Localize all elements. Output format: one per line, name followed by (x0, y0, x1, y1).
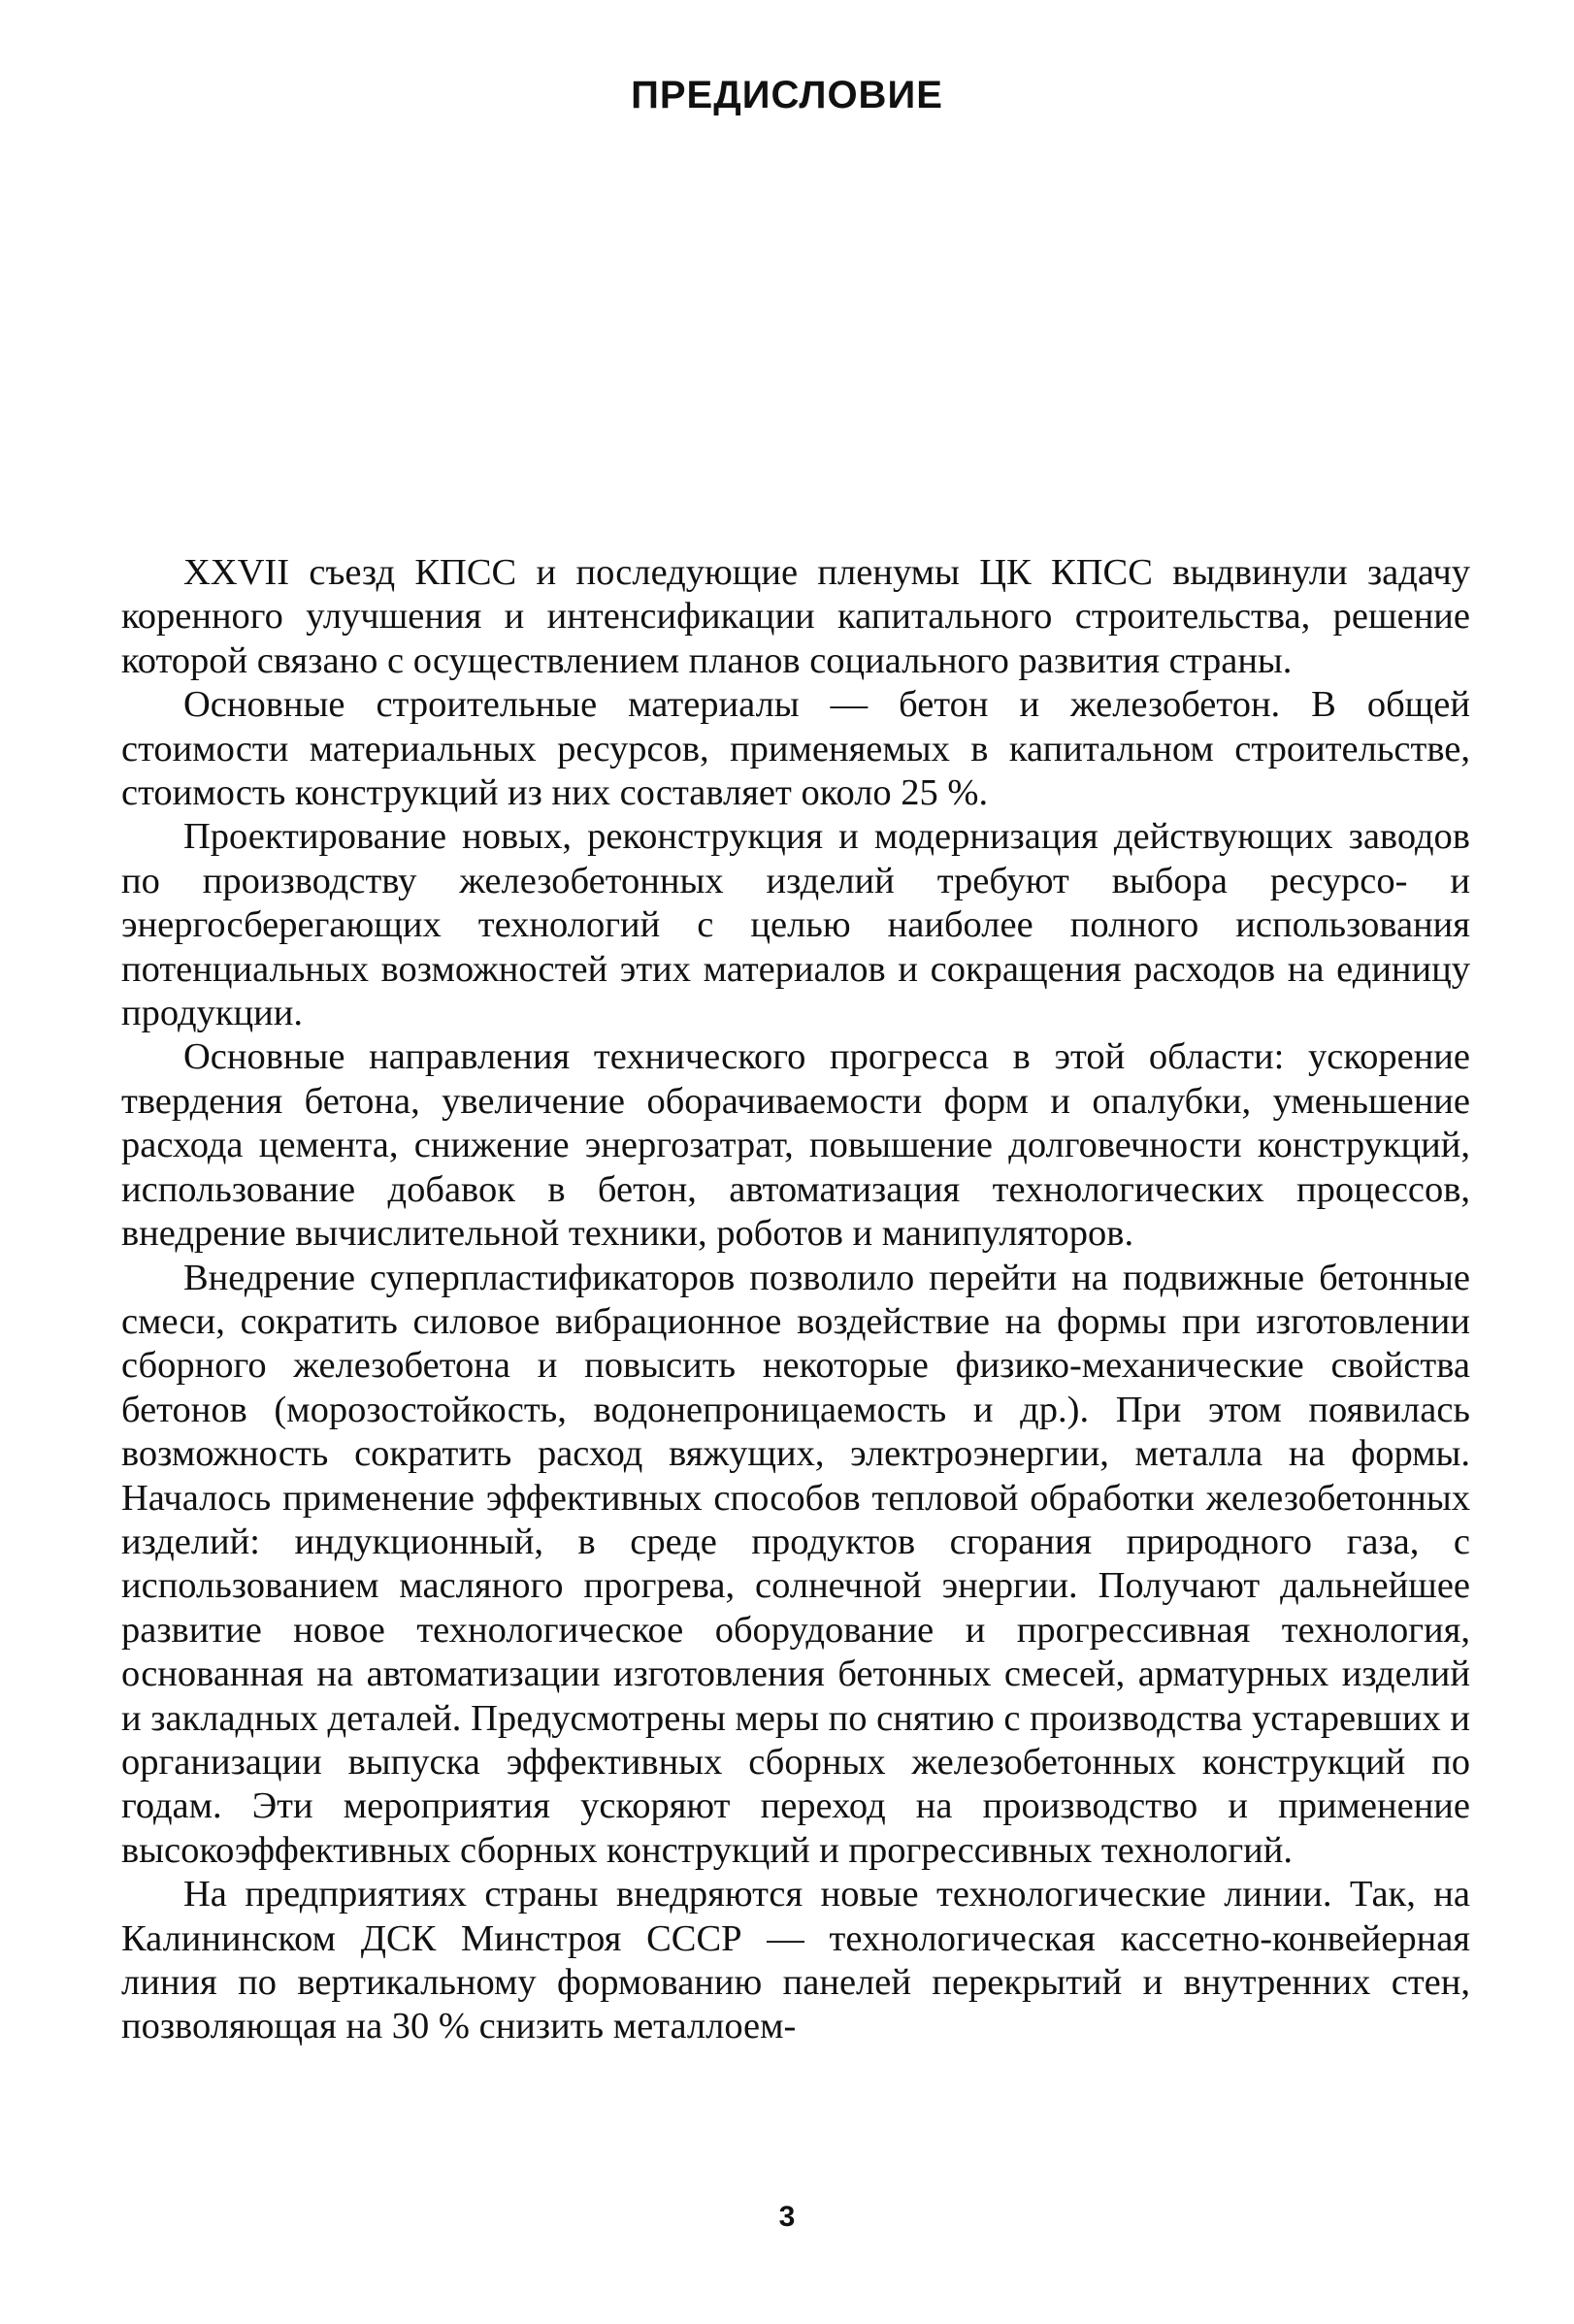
paragraph-1: XXVII съезд КПСС и последующие пленумы ЦК КПСС выдвинули задачу коренного улучшения и интенсификации капитального строительства, решение которой связано с осуществлением планов социального развития страны. (121, 552, 1470, 681)
paragraph-4: Основные направления технического прогресса в этой области: ускорение твердения бетона, увеличение оборачиваемости форм и опалубки, уменьшение расхода цемента, снижение энергозатрат, повышение долговечности конструкций, использование добавок в бетон, автоматизация технологических процессов, внедрение вычислительной техники, роботов и манипуляторов. (121, 1036, 1470, 1255)
paragraph-2: Основные строительные материалы — бетон и железобетон. В общей стоимости материальных ресурсов, применяемых в капитальном строительстве, стоимость конструкций из них составляет около 25 %. (121, 684, 1470, 814)
paragraph-6: На предприятиях страны внедряются новые технологические линии. Так, на Калининском ДСК Минстроя СССР — технологическая кассетно-конвейерная линия по вертикальному формованию панелей перекрытий и внутренних стен, позволяющая на 30 % снизить металлоем- (121, 1874, 1470, 2047)
paragraph-3: Проектирование новых, реконструкция и модернизация действующих заводов по производству железобетонных изделий требуют выбора ресурсо- и энергосберегающих технологий с целью наиболее полного использования потенциальных возможностей этих материалов и сокращения расходов на единицу продукции. (121, 816, 1470, 1034)
page-number: 3 (778, 2201, 796, 2233)
paragraph-5: Внедрение суперпластификаторов позволило перейти на подвижные бетонные смеси, сократить силовое вибрационное воздействие на формы при изготовлении сборного железобетона и повысить некоторые физико-механические свойства бетонов (морозостойкость, водонепроницаемость и др.). При этом появилась возможность сократить расход вяжущих, электроэнергии, металла на формы. Началось применение эффективных способов тепловой обработки железобетонных изделий: индукционный, в среде продуктов сгорания природного газа, с использованием масляного прогрева, солнечной энергии. Получают дальнейшее развитие новое технологическое оборудование и прогрессивная технология, основанная на автоматизации изготовления бетонных смесей, арматурных изделий и закладных деталей. Предусмотрены меры по снятию с производства устаревших и организации выпуска эффективных сборных железобетонных конструкций по годам. Эти мероприятия ускоряют переход на производство и применение высокоэффективных сборных конструкций и прогрессивных технологий. (121, 1257, 1470, 1871)
preface-body (121, 551, 1470, 2049)
page-title: ПРЕДИСЛОВИЕ (631, 74, 943, 116)
